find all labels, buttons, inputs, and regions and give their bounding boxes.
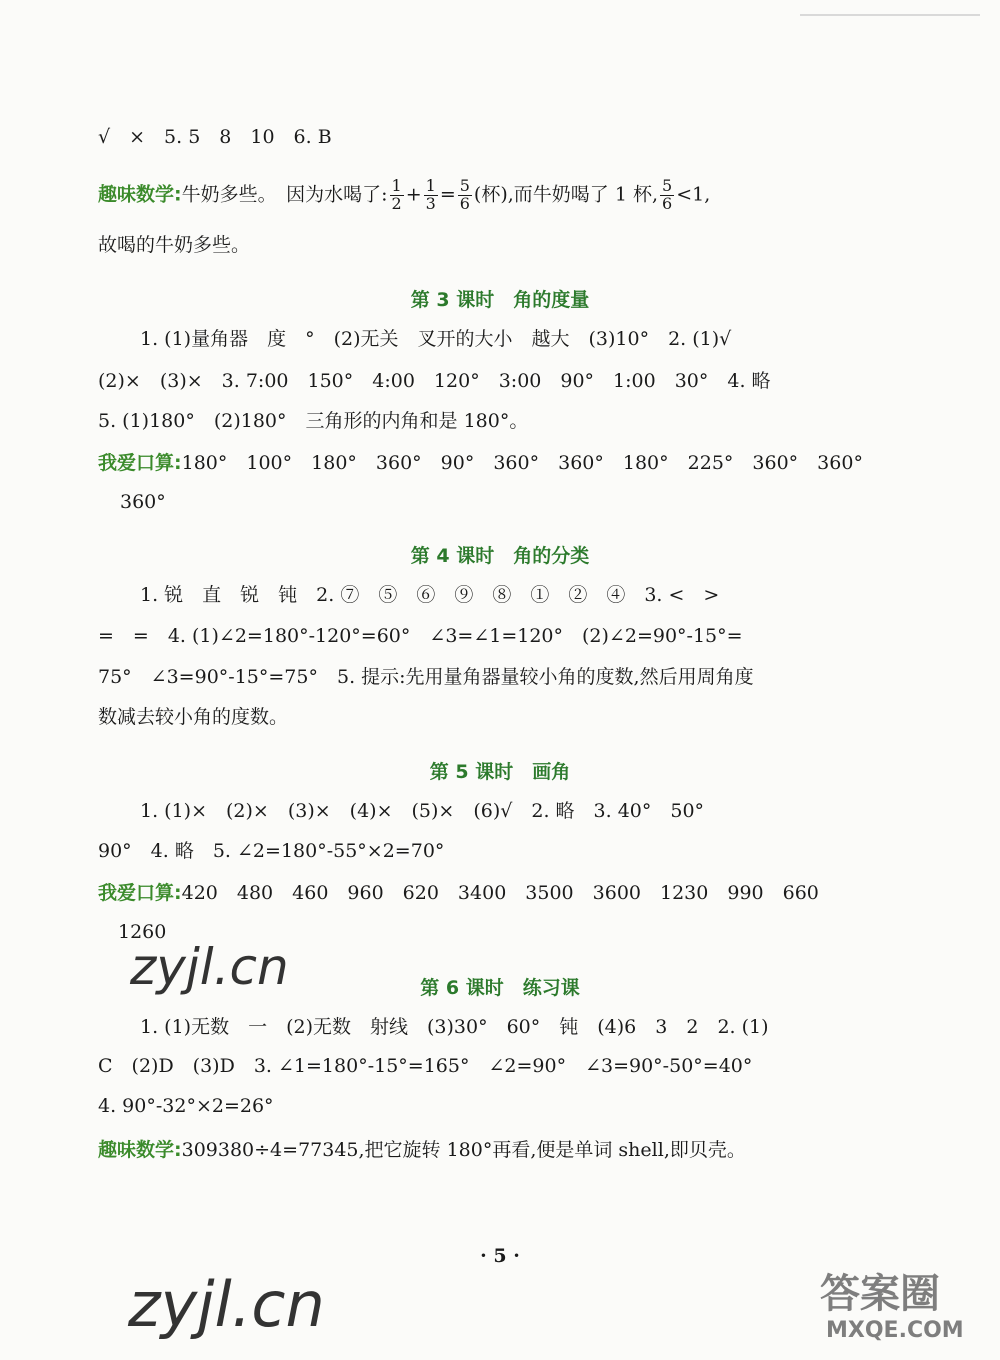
fun-math-answer-1: 趣味数学:牛奶多些。 因为水喝了: $\frac{1}{2}$ + $\frac{1}{3}$ = $\frac{5}{6}$ (杯),而牛奶喝了 1 杯, $\frac{5}{6}$ <1, bbox=[98, 176, 711, 213]
answer-line-5: (2)× (3)× 3. 7:00 150° 4:00 120° 3:00 90° 1:00 30° 4. 略 bbox=[98, 370, 771, 392]
answer-line-13: 1. (1)× (2)× (3)× (4)× (5)× (6)√ 2. 略 3. 40° 50° bbox=[140, 800, 705, 822]
answer-line-18: C (2)D (3)D 3. ∠1=180°-15°=165° ∠2=90° ∠3=90°-50°=40° bbox=[98, 1055, 753, 1077]
mental-math-label: 我爱口算: bbox=[98, 882, 182, 904]
scan-edge-line bbox=[800, 14, 980, 16]
fraction: $\frac{1}{2}$ bbox=[391, 176, 402, 213]
watermark-text: zyjl.cn bbox=[130, 938, 289, 996]
mental-math-line-1: 我爱口算:180° 100° 180° 360° 90° 360° 360° 180° 225° 360° 360° bbox=[98, 452, 863, 474]
answer-line-4: 1. (1)量角器 度 ° (2)无关 叉开的大小 越大 (3)10° 2. (1)√ bbox=[140, 328, 732, 350]
fun-math-label: 趣味数学: bbox=[98, 183, 182, 206]
answer-line-11: 75° ∠3=90°-15°=75° 5. 提示:先用量角器量较小角的度数,然后用周角度 bbox=[98, 666, 754, 688]
answer-line-14: 90° 4. 略 5. ∠2=180°-55°×2=70° bbox=[98, 840, 445, 862]
answer-line-9: 1. 锐 直 锐 钝 2. ⑦ ⑤ ⑥ ⑨ ⑧ ① ② ④ 3. < > bbox=[140, 584, 720, 606]
answer-line-17: 1. (1)无数 一 (2)无数 射线 (3)30° 60° 钝 (4)6 3 2 2. (1) bbox=[140, 1016, 769, 1038]
fun-math-label: 趣味数学: bbox=[98, 1139, 182, 1161]
answer-line-8: 360° bbox=[120, 491, 166, 513]
lesson-3-heading: 第 3 课时 角的度量 bbox=[410, 289, 590, 311]
lesson-4-heading: 第 4 课时 角的分类 bbox=[410, 545, 590, 567]
fraction: $\frac{5}{6}$ bbox=[662, 176, 673, 213]
watermark-text-bottom: zyjl.cn bbox=[128, 1268, 325, 1341]
answer-line-19: 4. 90°-32°×2=26° bbox=[98, 1095, 274, 1117]
fun-math-answer-2: 趣味数学:309380÷4=77345,把它旋转 180°再看,便是单词 shell,即贝壳。 bbox=[98, 1139, 746, 1161]
answer-line-10: = = 4. (1)∠2=180°-120°=60° ∠3=∠1=120° (2)∠2=90°-15°= bbox=[98, 625, 743, 647]
mental-math-line-2: 我爱口算:420 480 460 960 620 3400 3500 3600 1230 990 660 bbox=[98, 882, 819, 904]
fraction: $\frac{1}{3}$ bbox=[425, 176, 436, 213]
fraction: $\frac{5}{6}$ bbox=[459, 176, 470, 213]
watermark-logo-url: MXQE.COM bbox=[826, 1318, 964, 1343]
lesson-6-heading: 第 6 课时 练习课 bbox=[420, 977, 580, 999]
answer-line-1: √ × 5. 5 8 10 6. B bbox=[98, 126, 332, 148]
watermark-logo: 答案圈 bbox=[820, 1271, 940, 1317]
answer-line-6: 5. (1)180° (2)180° 三角形的内角和是 180°。 bbox=[98, 410, 529, 432]
answer-line-3: 故喝的牛奶多些。 bbox=[98, 234, 251, 256]
answer-line-12: 数减去较小角的度数。 bbox=[98, 706, 289, 728]
lesson-5-heading: 第 5 课时 画角 bbox=[429, 761, 571, 783]
answer-line-16: 1260 bbox=[118, 921, 167, 943]
mental-math-label: 我爱口算: bbox=[98, 452, 182, 474]
page-number: · 5 · bbox=[480, 1245, 520, 1267]
